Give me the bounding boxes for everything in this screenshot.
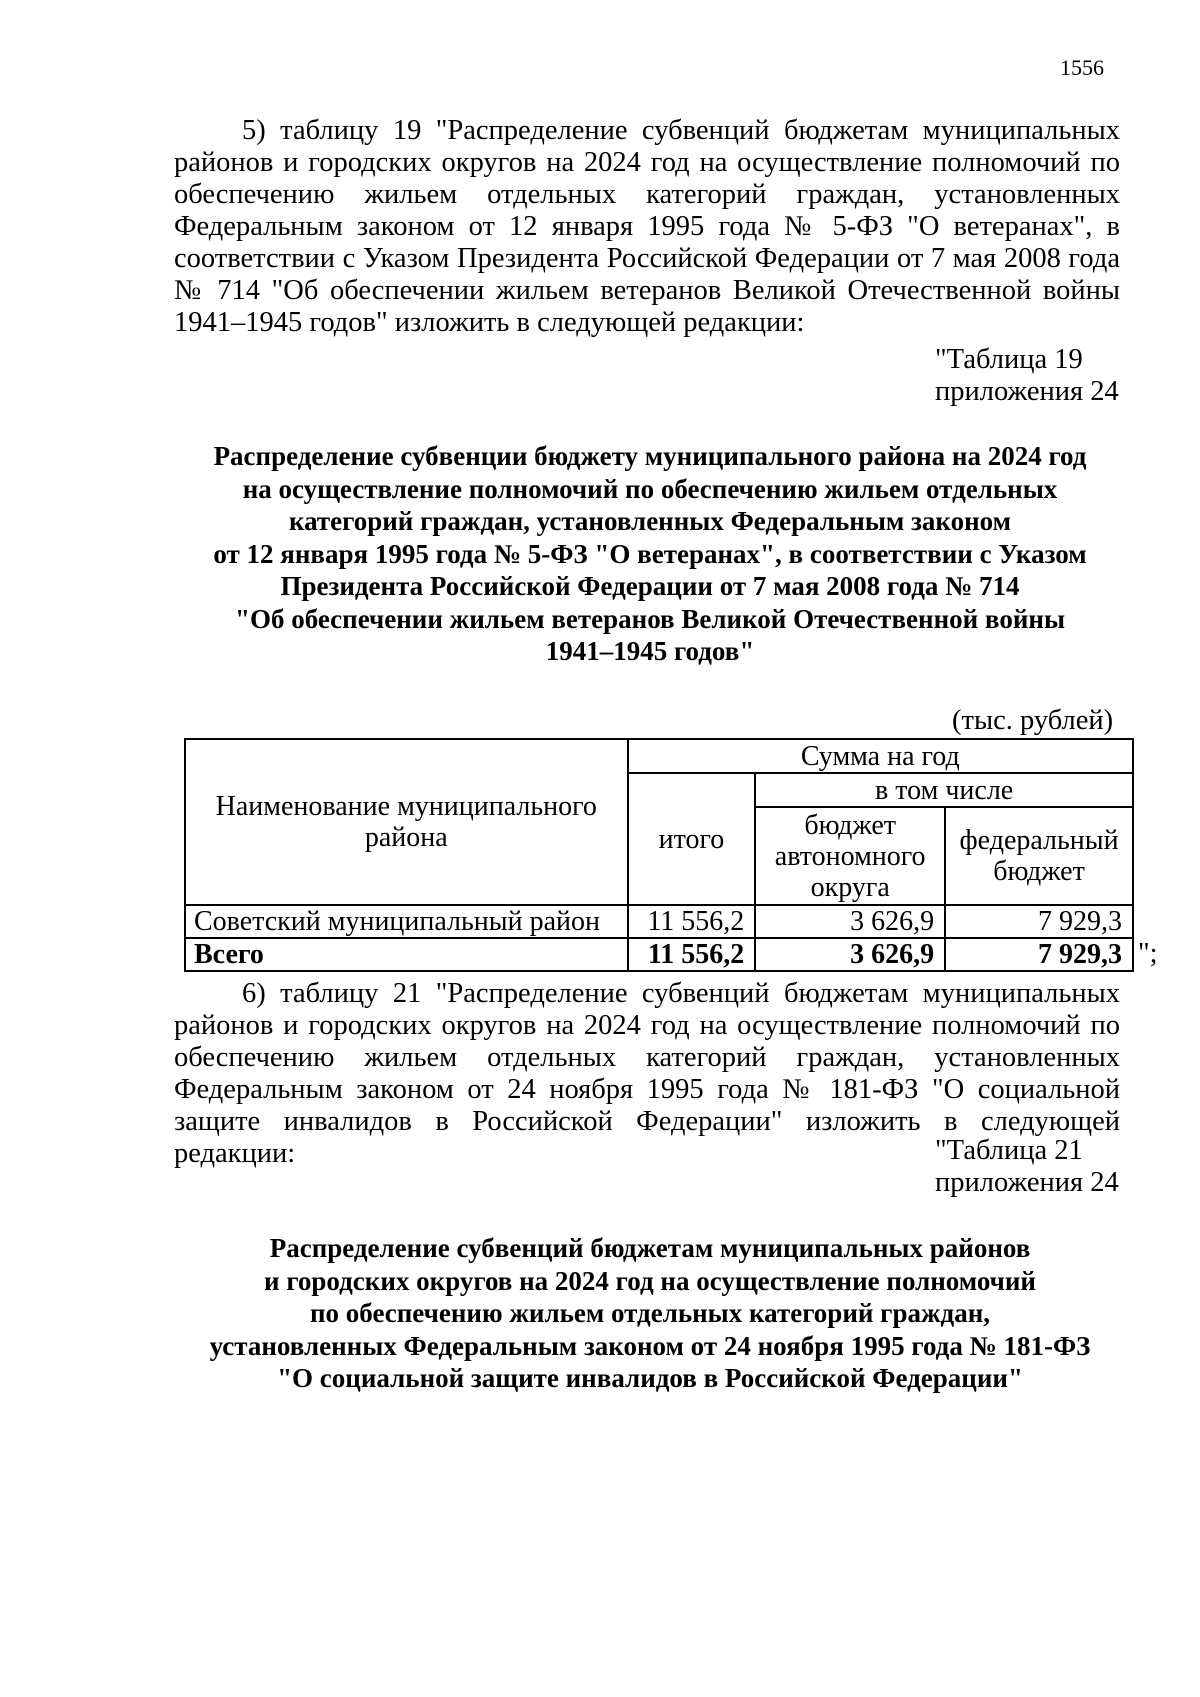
- header-including: в том числе: [755, 773, 1133, 807]
- row-total-value: 11 556,2: [628, 905, 756, 938]
- table-19: [184, 738, 1134, 972]
- table-19-title-line: от 12 января 1995 года № 5-ФЗ "О ветеранах", в соответствии с Указом: [213, 538, 1087, 569]
- row-okrug-value: 3 626,9: [755, 905, 945, 938]
- header-sum-per-year: Сумма на год: [628, 739, 1133, 773]
- table-19-title-line: "Об обеспечении жильем ветеранов Великой Отечественной войны: [234, 603, 1066, 634]
- header-okrug-budget: бюджет автономного округа: [755, 807, 945, 905]
- table-19-title-line: категорий граждан, установленных Федеральным законом: [288, 506, 1012, 536]
- page-number: 1556: [1060, 55, 1104, 80]
- total-row-federal-value: 7 929,3: [945, 938, 1133, 971]
- table-19-title-line: Распределение субвенции бюджету муниципального района на 2024 год: [213, 441, 1087, 471]
- total-row-label: Всего: [185, 938, 628, 971]
- table-19-title-line: на осуществление полномочий по обеспечению жильем отдельных: [242, 473, 1058, 504]
- table-21-title: [100, 1232, 1200, 1395]
- table-19-title-line: Президента Российской Федерации от 7 мая 2008 года № 714: [280, 571, 1020, 601]
- header-total: итого: [628, 773, 756, 905]
- row-federal-value: 7 929,3: [945, 905, 1133, 938]
- table-19-closing-mark: ";: [1138, 938, 1158, 969]
- table-21-title-line: "О социальной защите инвалидов в Российской Федерации": [277, 1363, 1023, 1393]
- section-5: [174, 115, 1120, 339]
- header-municipality-name: Наименование муниципального района: [185, 739, 628, 905]
- section-6-paragraph: 6) таблицу 21 "Распределение субвенций бюджетам муниципальных районов и городских округов на 2024 год на осуществление полномочий по обеспечению жильем отдельных категорий граждан, установленных Федеральным законом от 24 ноября 1995 года № 181-ФЗ "О социальной защите инвалидов в Российской Федерации" изложить в следующей редакции:: [174, 978, 1120, 1169]
- table-19-caption-line-1: "Таблица 19: [935, 344, 1083, 375]
- table-21-title-line: Распределение субвенций бюджетам муниципальных районов: [269, 1233, 1031, 1263]
- table-19-title-line: 1941–1945 годов": [545, 636, 755, 666]
- table-19-unit: (тыс. рублей): [952, 705, 1114, 736]
- table-21-title-line: и городских округов на 2024 год на осуществление полномочий: [264, 1265, 1036, 1296]
- table-21-title-line: по обеспечению жильем отдельных категорий граждан,: [310, 1298, 990, 1328]
- table-21-caption-line-2: приложения 24: [935, 1167, 1119, 1198]
- header-federal-budget: федеральный бюджет: [945, 807, 1133, 905]
- table-19-title: [100, 440, 1200, 668]
- table-21-caption-line-1: "Таблица 21: [935, 1135, 1083, 1166]
- table-21-title-line: установленных Федеральным законом от 24 ноября 1995 года № 181-ФЗ: [209, 1330, 1091, 1361]
- section-5-paragraph: 5) таблицу 19 "Распределение субвенций бюджетам муниципальных районов и городских округов на 2024 год на осуществление полномочий по обеспечению жильем отдельных категорий граждан, установленных Федеральным законом от 12 января 1995 года № 5-ФЗ "О ветеранах", в соответствии с Указом Президента Российской Федерации от 7 мая 2008 года № 714 "Об обеспечении жильем ветеранов Великой Отечественной войны 1941–1945 годов" изложить в следующей редакции:: [174, 115, 1120, 338]
- total-row-total-value: 11 556,2: [628, 938, 756, 971]
- table-19-caption-line-2: приложения 24: [935, 376, 1119, 407]
- row-municipality-name: Советский муниципальный район: [185, 905, 628, 938]
- total-row-okrug-value: 3 626,9: [755, 938, 945, 971]
